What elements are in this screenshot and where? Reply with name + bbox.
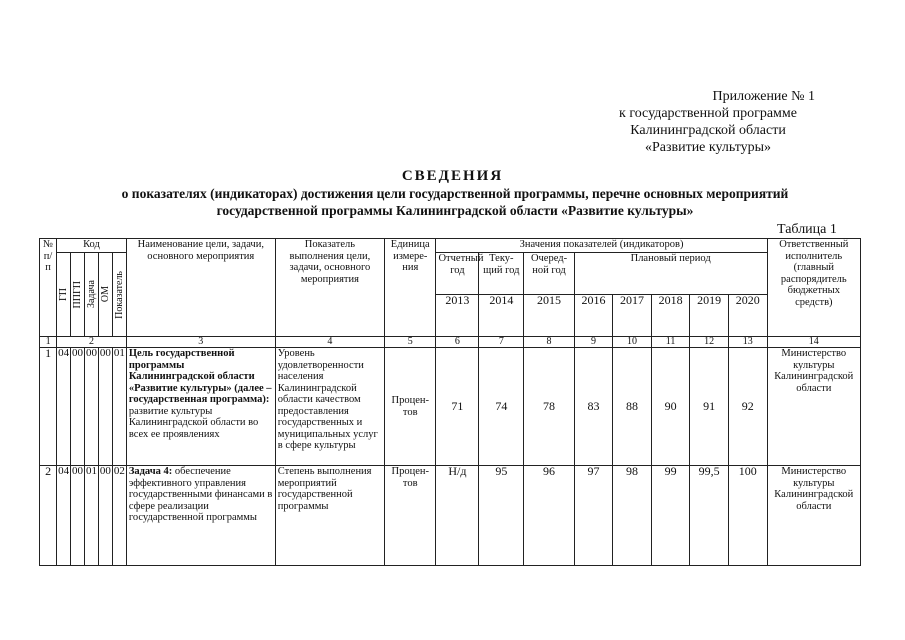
row-value-2020: 100 bbox=[728, 466, 767, 566]
row-code-ppgp: 00 bbox=[71, 466, 85, 566]
header-next-year: Очеред-ной год bbox=[524, 253, 574, 295]
appendix-line-4: «Развитие культуры» bbox=[644, 140, 772, 155]
col-num-5: 5 bbox=[385, 337, 436, 348]
row-name-bold: Задача 4: bbox=[128, 466, 173, 477]
col-num-12: 12 bbox=[690, 337, 729, 348]
row-code-indicator: 02 bbox=[112, 466, 126, 566]
row-value-2015: 78 bbox=[524, 348, 574, 466]
year-2013: 2013 bbox=[436, 295, 479, 337]
header-code-indicator: Показатель bbox=[113, 270, 125, 319]
row-num: 2 bbox=[40, 466, 57, 566]
table-row bbox=[40, 466, 861, 566]
table-label: Таблица 1 bbox=[777, 222, 837, 237]
header-indicator: Показатель выполнения цели, задачи, основного мероприятия bbox=[275, 239, 384, 337]
row-indicator: Уровень удовлетворенности населения Калининградской области качеством предоставления государственных и муниципальных услуг в сфере культуры bbox=[275, 348, 384, 466]
header-code-om: ОМ bbox=[99, 286, 111, 303]
year-2019: 2019 bbox=[690, 295, 729, 337]
appendix-line-1: Приложение № 1 bbox=[712, 89, 815, 104]
row-name bbox=[126, 348, 275, 466]
row-value-2015: 96 bbox=[524, 466, 574, 566]
header-plan-period: Плановый период bbox=[574, 253, 767, 295]
row-unit: Процен-тов bbox=[385, 466, 436, 566]
year-2014: 2014 bbox=[479, 295, 524, 337]
row-indicator: Степень выполнения мероприятий государственной программы bbox=[275, 466, 384, 566]
header-responsible: Ответственный исполнитель (главный распорядитель бюджетных средств) bbox=[767, 239, 860, 337]
year-2016: 2016 bbox=[574, 295, 613, 337]
year-2017: 2017 bbox=[613, 295, 652, 337]
row-value-2018: 90 bbox=[651, 348, 690, 466]
col-num-14: 14 bbox=[767, 337, 860, 348]
col-num-11: 11 bbox=[651, 337, 690, 348]
header-code-ppgp: ППГП bbox=[71, 280, 83, 309]
appendix-block bbox=[593, 88, 823, 156]
col-num-10: 10 bbox=[613, 337, 652, 348]
col-num-6: 6 bbox=[436, 337, 479, 348]
row-value-2018: 99 bbox=[651, 466, 690, 566]
row-unit: Процен-тов bbox=[385, 348, 436, 466]
row-code-task: 01 bbox=[84, 466, 98, 566]
col-num-9: 9 bbox=[574, 337, 613, 348]
row-num: 1 bbox=[40, 348, 57, 466]
row-code-gp: 04 bbox=[57, 348, 71, 466]
table-row bbox=[40, 348, 861, 466]
header-code-task: Задача bbox=[85, 280, 97, 309]
header-report-year: Отчетный год bbox=[436, 253, 479, 295]
row-code-gp: 04 bbox=[57, 466, 71, 566]
subtitle-line-2: государственной программы Калининградской области «Развитие культуры» bbox=[216, 203, 694, 218]
col-num-1: 1 bbox=[40, 337, 57, 348]
header-num: № п/п bbox=[40, 239, 57, 337]
header-values: Значения показателей (индикаторов) bbox=[436, 239, 767, 253]
row-value-2013: Н/д bbox=[436, 466, 479, 566]
row-code-om: 00 bbox=[98, 466, 112, 566]
row-value-2019: 99,5 bbox=[690, 466, 729, 566]
header-name: Наименование цели, задачи, основного мероприятия bbox=[126, 239, 275, 337]
row-value-2019: 91 bbox=[690, 348, 729, 466]
row-value-2017: 88 bbox=[613, 348, 652, 466]
row-code-om: 00 bbox=[98, 348, 112, 466]
row-value-2014: 74 bbox=[479, 348, 524, 466]
row-name-bold: Цель государственной программы Калининградской области «Развитие культуры» (далее – государственная программа): bbox=[128, 348, 272, 405]
col-num-13: 13 bbox=[728, 337, 767, 348]
row-value-2020: 92 bbox=[728, 348, 767, 466]
header-code: Код bbox=[57, 239, 127, 253]
col-num-8: 8 bbox=[524, 337, 574, 348]
document-title: СВЕДЕНИЯ bbox=[401, 168, 504, 184]
document-subtitle bbox=[60, 185, 850, 219]
row-code-indicator: 01 bbox=[112, 348, 126, 466]
row-name bbox=[126, 466, 275, 566]
row-value-2016: 97 bbox=[574, 466, 613, 566]
row-value-2013: 71 bbox=[436, 348, 479, 466]
row-responsible: Министерство культуры Калининградской области bbox=[767, 348, 860, 466]
row-name-rest: развитие культуры Калининградской области во всех ее проявлениях bbox=[128, 405, 259, 440]
indicators-table bbox=[39, 238, 861, 566]
subtitle-line-1: о показателях (индикаторах) достижения цели государственной программы, перечне основных мероприятий bbox=[121, 186, 789, 201]
appendix-line-3: Калининградской области bbox=[630, 123, 786, 138]
header-code-gp: ГП bbox=[57, 287, 69, 301]
row-responsible: Министерство культуры Калининградской области bbox=[767, 466, 860, 566]
year-2020: 2020 bbox=[728, 295, 767, 337]
col-num-3: 3 bbox=[126, 337, 275, 348]
year-2018: 2018 bbox=[651, 295, 690, 337]
year-2015: 2015 bbox=[524, 295, 574, 337]
row-value-2014: 95 bbox=[479, 466, 524, 566]
row-value-2016: 83 bbox=[574, 348, 613, 466]
row-code-task: 00 bbox=[84, 348, 98, 466]
row-name-rest: обеспечение эффективного управления государственными финансами в сфере реализации государственной программы bbox=[128, 466, 273, 523]
header-current-year: Теку-щий год bbox=[479, 253, 524, 295]
row-value-2017: 98 bbox=[613, 466, 652, 566]
row-code-ppgp: 00 bbox=[71, 348, 85, 466]
col-num-4: 4 bbox=[275, 337, 384, 348]
col-num-7: 7 bbox=[479, 337, 524, 348]
header-unit: Единица измере-ния bbox=[385, 239, 436, 337]
appendix-line-2: к государственной программе bbox=[619, 106, 797, 121]
col-num-2: 2 bbox=[57, 337, 127, 348]
